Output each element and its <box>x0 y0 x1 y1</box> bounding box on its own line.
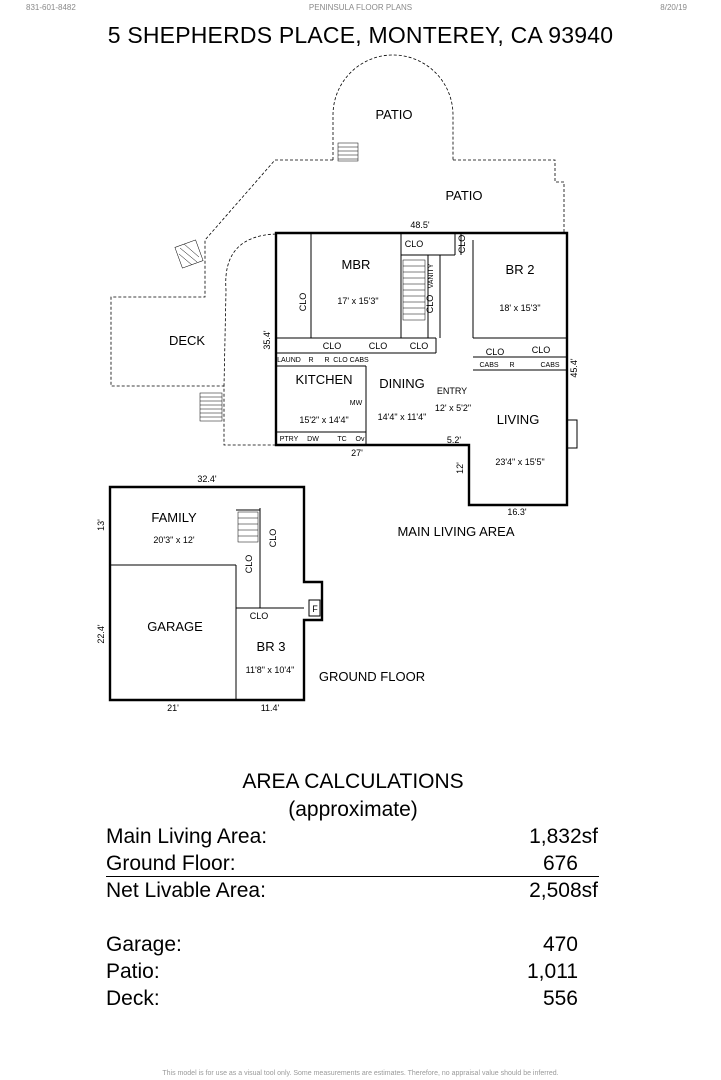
stairs-deck <box>200 393 222 421</box>
page-title: 5 SHEPHERDS PLACE, MONTEREY, CA 93940 <box>107 22 614 48</box>
calc-garage-value: 470 <box>542 933 578 956</box>
closet-top-label: CLO <box>404 239 424 249</box>
calc-main-living-label: Main Living Area: <box>106 825 268 848</box>
room-br3-name: BR 3 <box>256 639 286 654</box>
calc-row-patio <box>106 960 578 986</box>
cabs-label-1: CABS <box>479 362 499 369</box>
calc-row-garage <box>106 933 578 959</box>
dim-living-height: 12' <box>455 462 465 474</box>
calc-row-deck <box>106 987 578 1013</box>
dim-living-width: 16.3' <box>507 507 527 517</box>
room-kitchen-name: KITCHEN <box>295 372 353 387</box>
closet-hall-label: CLO <box>425 294 435 314</box>
disclaimer-footer: This model is for use as a visual tool only. Some measurements are estimates. Therefore, no appraisal value should be inferred. <box>162 1070 559 1077</box>
dim-main-left: 35.4' <box>262 330 272 350</box>
room-family-name: FAMILY <box>151 510 197 525</box>
dim-ground-left-lower: 22.4' <box>96 624 106 644</box>
laundry-label: LAUND <box>277 357 301 364</box>
closet-br2-1: CLO <box>485 347 505 357</box>
calc-row-net-livable <box>106 879 598 905</box>
closet-stair-label: CLO <box>244 554 254 574</box>
fridge-label-1: R <box>308 357 314 364</box>
oven-label: Ov <box>355 436 365 443</box>
dim-ground-top: 32.4' <box>197 474 217 484</box>
fridge-label-2: R <box>324 357 330 364</box>
deck-curve <box>224 234 276 386</box>
deck-label: DECK <box>168 333 206 348</box>
calc-row-ground-floor <box>106 852 578 878</box>
room-garage-name: GARAGE <box>147 619 203 634</box>
dim-br3-bottom: 11.4' <box>260 703 280 713</box>
furnace-label: F <box>312 604 318 614</box>
stairs-upper <box>338 143 358 161</box>
room-mbr-name: MBR <box>341 257 371 272</box>
room-mbr-size: 17' x 15'3" <box>337 296 379 306</box>
header-phone: 831-601-8482 <box>26 3 76 12</box>
closet-cabs-label: CLO CABS <box>333 357 369 364</box>
patio-lower-label: PATIO <box>445 188 483 203</box>
calc-deck-value: 556 <box>542 987 578 1010</box>
closet-family-label: CLO <box>268 528 278 548</box>
room-dining-name: DINING <box>379 376 425 391</box>
room-kitchen-size: 15'2" x 14'4" <box>299 415 349 425</box>
room-living-name: LIVING <box>496 412 540 427</box>
calc-heading: AREA CALCULATIONS <box>242 770 464 793</box>
room-family-size: 20'3" x 12' <box>153 535 195 545</box>
closet-br2-2: CLO <box>531 345 551 355</box>
calc-deck-label: Deck: <box>106 987 160 1010</box>
pantry-label: PTRY <box>279 436 299 443</box>
calc-sum-rule <box>106 876 599 877</box>
dim-garage-bottom: 21' <box>167 703 179 713</box>
header-date: 8/20/19 <box>660 3 687 12</box>
room-br3-size: 11'8" x 10'4" <box>245 665 295 675</box>
dim-ground-left-upper: 13' <box>96 519 106 531</box>
stairs-ground <box>238 512 258 542</box>
closet-row-3: CLO <box>409 341 429 351</box>
room-entry-size: 12' x 5'2" <box>434 403 472 413</box>
patio-upper-label: PATIO <box>375 107 413 122</box>
dim-entry-width: 5.2' <box>446 435 462 445</box>
calc-subheading: (approximate) <box>288 798 418 821</box>
ground-floor-label: GROUND FLOOR <box>318 669 426 684</box>
dim-main-right: 45.4' <box>569 358 579 378</box>
deck-hatch <box>175 240 203 268</box>
calc-main-living-value: 1,832sf <box>529 825 598 848</box>
main-living-area-label: MAIN LIVING AREA <box>397 524 515 539</box>
header-company: PENINSULA FLOOR PLANS <box>308 3 413 12</box>
room-br2-name: BR 2 <box>505 262 535 277</box>
trash-compactor-label: TC <box>337 436 347 443</box>
closet-mbr-label: CLO <box>298 292 308 312</box>
closet-row-2: CLO <box>368 341 388 351</box>
room-living-size: 23'4" x 15'5" <box>495 457 545 467</box>
closet-side-label: CLO <box>457 234 467 254</box>
dim-main-bottom: 27' <box>351 448 363 458</box>
room-entry-name: ENTRY <box>436 386 468 396</box>
calc-ground-floor-label: Ground Floor: <box>106 852 236 875</box>
fridge-label-br2: R <box>509 362 515 369</box>
dim-main-top: 48.5' <box>410 220 430 230</box>
calc-net-livable-value: 2,508sf <box>529 879 598 902</box>
cabs-label-2: CABS <box>540 362 560 369</box>
closet-br3-label: CLO <box>249 611 269 621</box>
closet-row-1: CLO <box>322 341 342 351</box>
calc-net-livable-label: Net Livable Area: <box>106 879 266 902</box>
calc-garage-label: Garage: <box>106 933 182 956</box>
room-br2-size: 18' x 15'3" <box>499 303 541 313</box>
room-dining-size: 14'4" x 11'4" <box>377 412 427 422</box>
vanity-label: VANITY <box>428 263 435 289</box>
calc-patio-label: Patio: <box>106 960 160 983</box>
stairs-main <box>403 260 425 320</box>
dishwasher-label: DW <box>307 436 319 443</box>
calc-row-main-living <box>106 825 598 851</box>
calc-patio-value: 1,011 <box>527 960 578 983</box>
microwave-label: MW <box>349 400 363 407</box>
calc-ground-floor-value: 676 <box>542 852 578 875</box>
